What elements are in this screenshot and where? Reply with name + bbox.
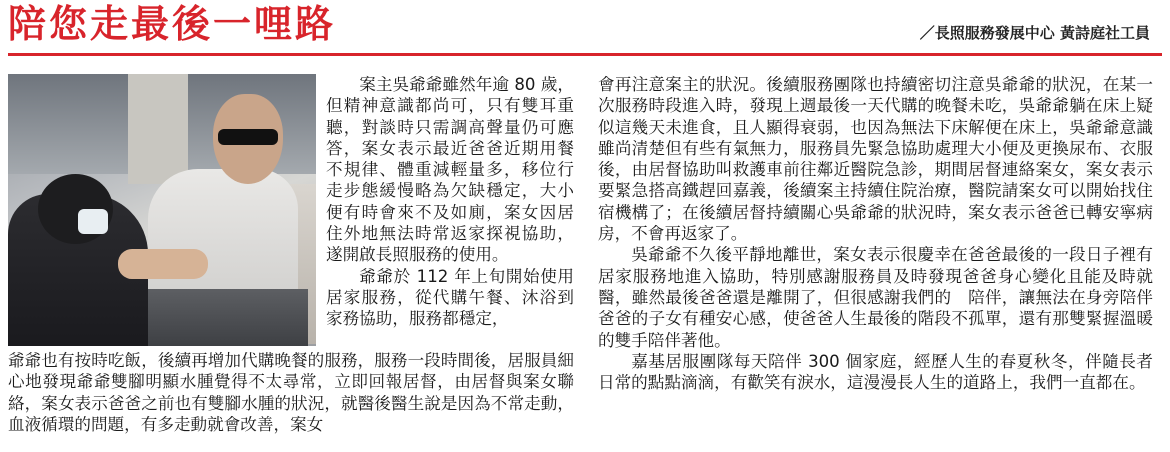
paragraph: 會再注意案主的狀況。後續服務團隊也持續密切注意吳爺爺的狀況，在某一次服務時段進入時，發現上週最後一天代購的晚餐未吃，吳爺爺躺在床上疑似這幾天未進食，且人顯得衰弱，也因為無法下床解便在床上，吳爺爺意識雖尚清楚但有些有氣無力，服務員先緊急協助處理大小便及更換尿布、衣服後，由居督協助叫救護車前往鄰近醫院急診，期間居督連絡案女，案女表示要緊急搭高鐵趕回嘉義，後續案主持續住院治療，醫院請案女可以開始找住宿機構了；在後續居督持續關心吳爺爺的狀況時，案女表示爸爸已轉安寧病房，不會再返家了。	[598, 75, 1153, 244]
column-1-bottom	[8, 350, 574, 435]
paragraph: 嘉基居服團隊每天陪伴 300 個家庭，經歷人生的春夏秋冬，伴隨長者日常的點點滴滴，有歡笑有淚水，這漫漫長人生的道路上，我們一直都在。	[598, 351, 1153, 393]
photo-face-mask	[78, 209, 108, 234]
photo-hands	[118, 249, 208, 279]
column-1-top	[326, 74, 574, 330]
column-2	[598, 74, 1153, 393]
article-photo	[8, 74, 316, 346]
paragraph: 爺爺也有按時吃飯，後續再增加代購晚餐的服務，服務一段時間後，居服員細心地發現爺爺雙腳明顯水腫覺得不太尋常，立即回報居督，由居督與案女聯絡，案女表示爸爸之前也有雙腳水腫的狀況，就醫後醫生說是因為不常走動，血液循環的問題，有多走動就會改善，案女	[8, 351, 574, 434]
paragraph: 案主吳爺爺雖然年逾 80 歲，但精神意識都尚可，只有雙耳重聽，對談時只需調高聲量仍可應答，案女表示最近爸爸近期用餐不規律、體重減輕量多，移位行走步態緩慢略為欠缺穩定，大小便有時會來不及如廁，案女因居住外地無法時常返家探視協助，遂開啟長照服務的使用。	[326, 75, 574, 265]
paragraph: 吳爺爺不久後平靜地離世，案女表示很慶幸在爸爸最後的一段日子裡有居家服務地進入協助，特別感謝服務員及時發現爸爸身心變化且能及時就醫，雖然最後爸爸還是離開了，但很感謝我們的 陪伴，讓無法在身旁陪伴爸爸的子女有種安心感，使爸爸人生最後的階段不孤單，還有那雙緊握溫暖的雙手陪伴著他。	[598, 245, 1153, 350]
photo-sunglasses	[218, 129, 278, 145]
article-title: 陪您走最後一哩路	[8, 2, 337, 46]
paragraph: 爺爺於 112 年上旬開始使用居家服務，從代購午餐、沐浴到家務協助，服務都穩定，	[326, 266, 574, 329]
photo-doorway	[128, 74, 188, 184]
title-divider	[8, 53, 1162, 56]
author-byline: ／長照服務發展中心 黃詩庭社工員	[919, 24, 1150, 42]
